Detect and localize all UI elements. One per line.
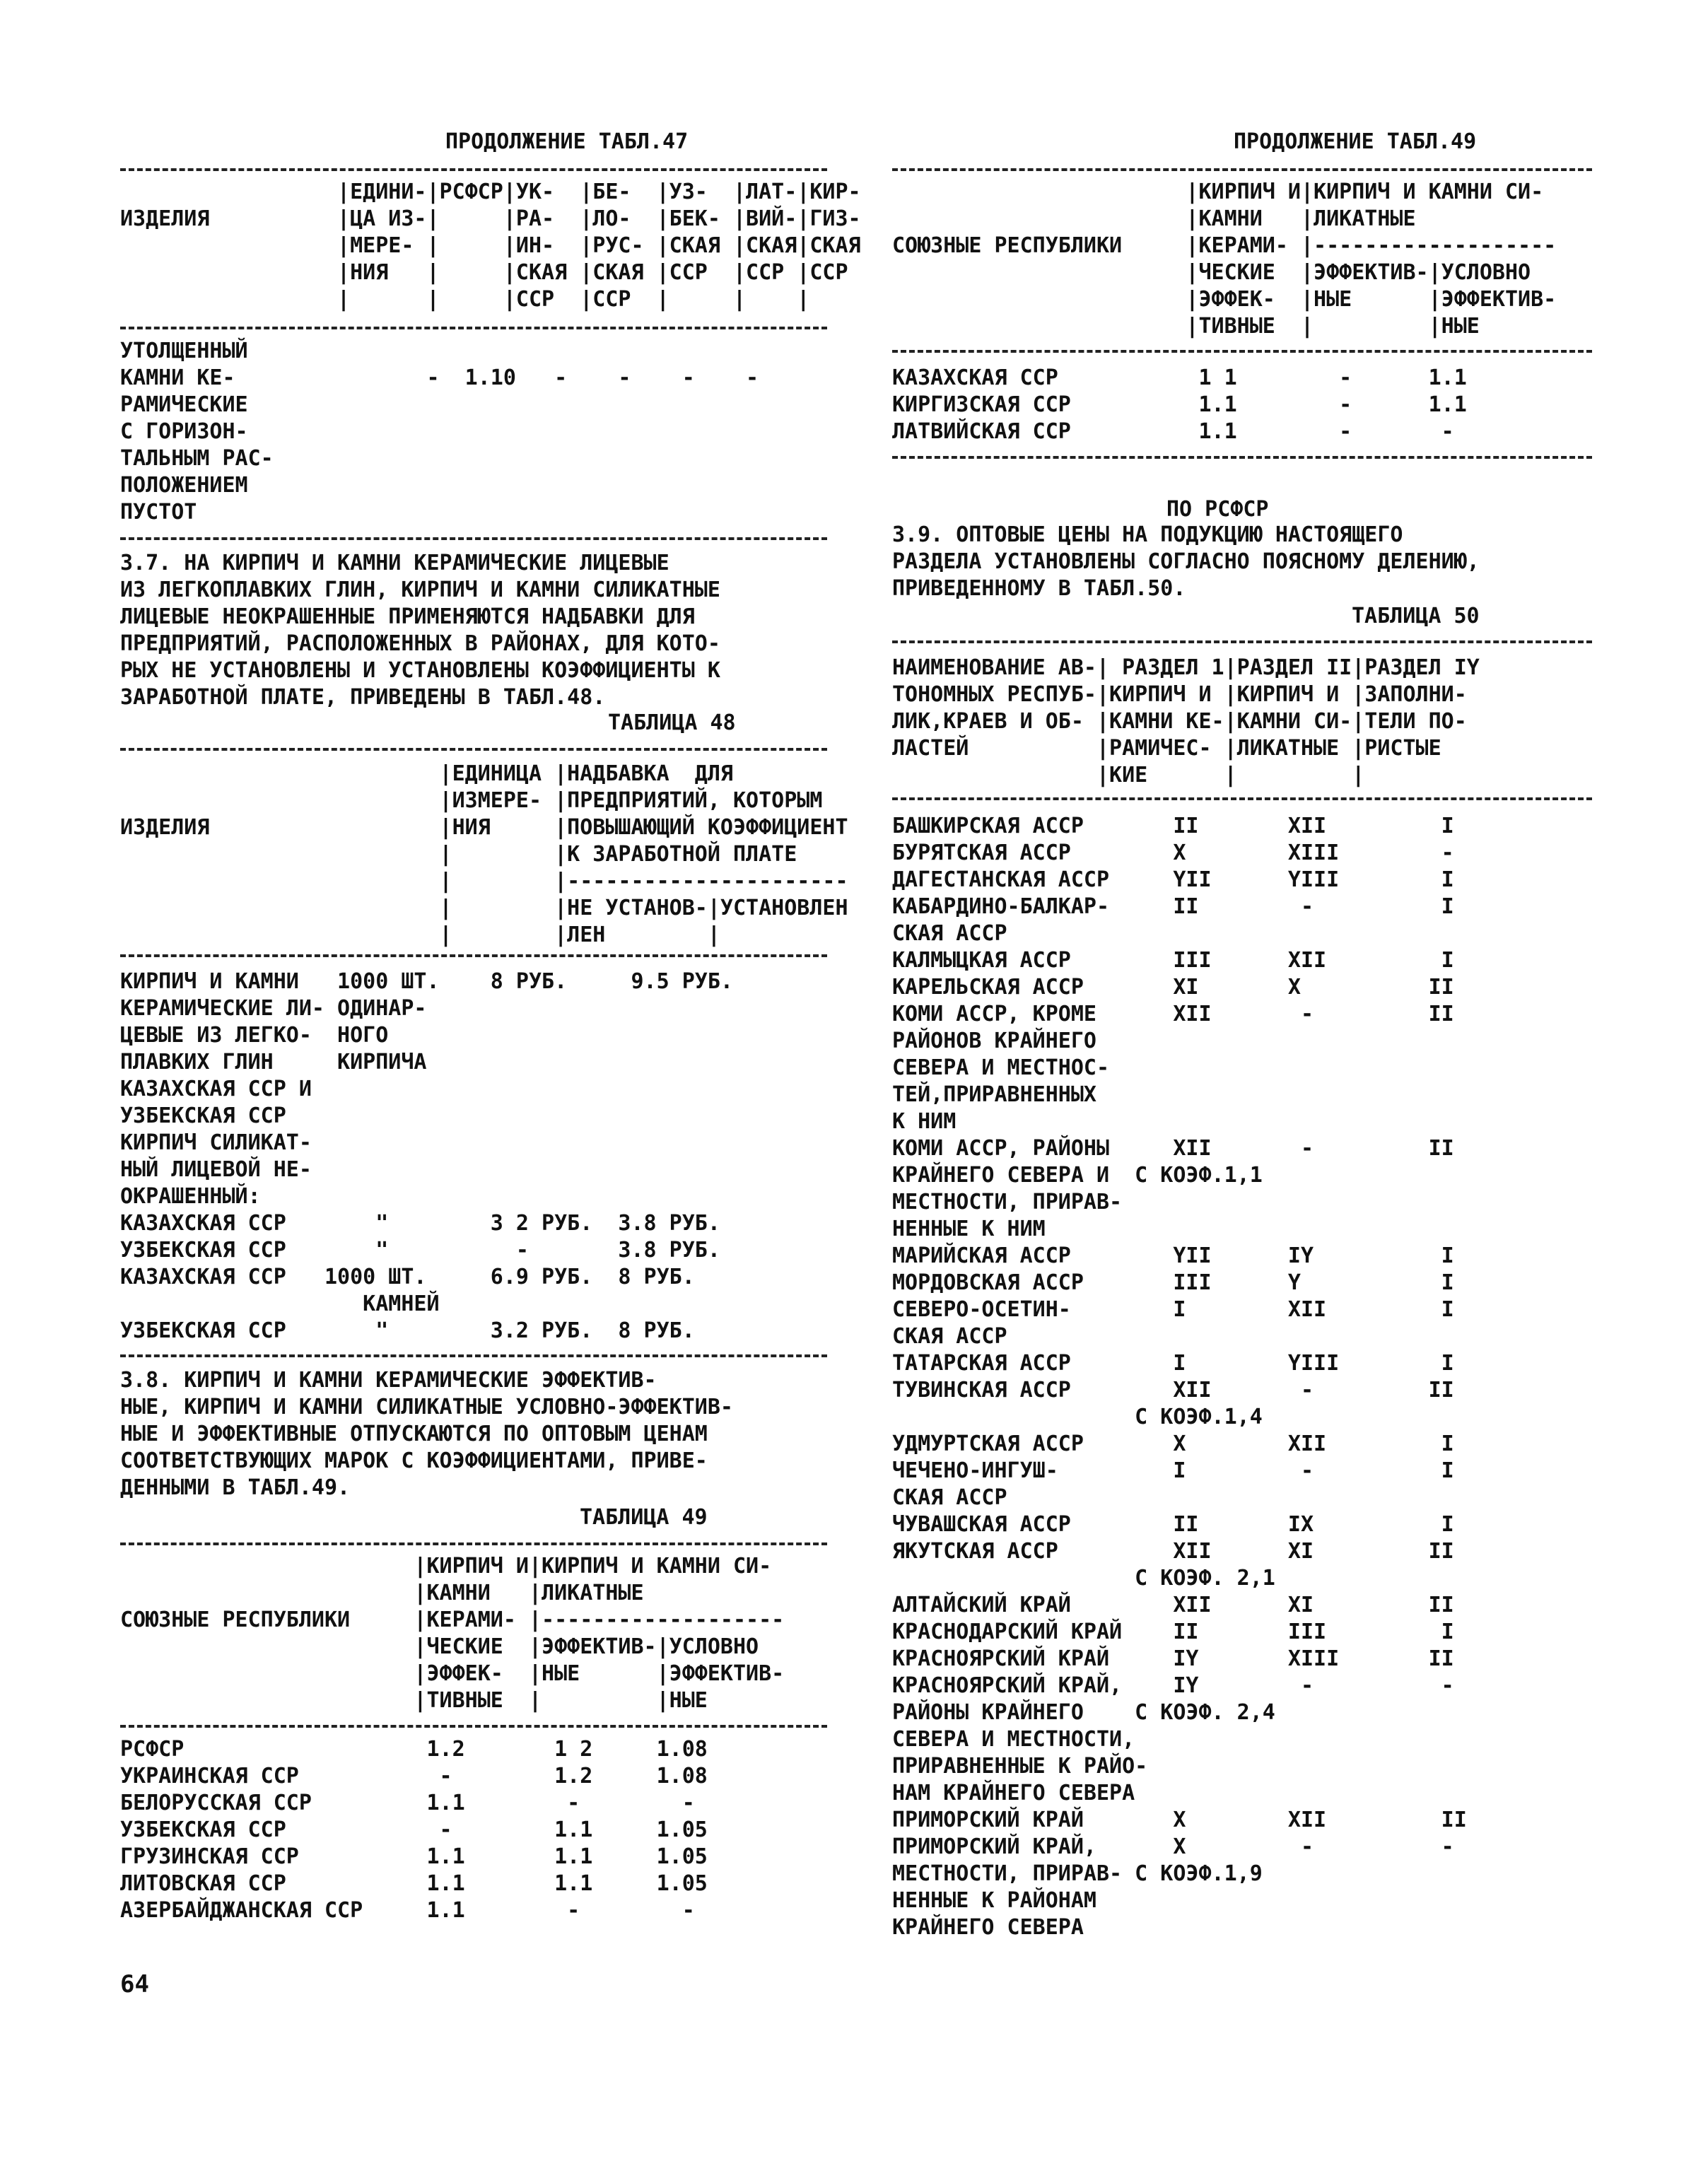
table-49-caption: ТАБЛИЦА 49 [580,1505,708,1530]
table-48-row: КЕРАМИЧЕСКИЕ ЛИ- ОДИНАР- [120,996,427,1021]
table-47-header-line: |НИЯ | |СКАЯ |СКАЯ |ССР |ССР |ССР [120,260,848,285]
table-50-row: МЕСТНОСТИ, ПРИРАВ- С КОЭФ.1,9 [892,1861,1263,1886]
table-49-row: УЗБЕКСКАЯ ССР - 1.1 1.05 [120,1817,708,1842]
table-50-row: ДАГЕСТАНСКАЯ АССР YII YIII I [892,867,1454,892]
table-47-continuation-heading: ПРОДОЛЖЕНИЕ ТАБЛ.47 [445,129,689,154]
table-49-cont-header-line: |КИРПИЧ И|КИРПИЧ И КАМНИ СИ- [892,180,1544,204]
table-48-header-line: | |НЕ УСТАНОВ-|УСТАНОВЛЕН [120,896,848,920]
table-49-header-rule [120,1725,827,1728]
table-48-row: КАМНЕЙ [120,1292,440,1316]
table-49-header-line: |ЭФФЕК- |НЫЕ |ЭФФЕКТИВ- [120,1661,785,1686]
table-50-header-line: НАИМЕНОВАНИЕ АВ-| РАЗДЕЛ 1|РАЗДЕЛ II|РАЗДЕЛ IY [892,655,1480,680]
table-49-cont-header-line: |ЭФФЕК- |НЫЕ |ЭФФЕКТИВ- [892,287,1557,312]
table-50-row: АЛТАЙСКИЙ КРАЙ XII XI II [892,1593,1454,1617]
paragraph-3-8-line: НЫЕ, КИРПИЧ И КАМНИ СИЛИКАТНЫЕ УСЛОВНО-ЭФФЕКТИВ- [120,1395,733,1419]
table-50-row: СКАЯ АССР [892,921,1007,946]
table-48-row: УЗБЕКСКАЯ ССР " 3.2 РУБ. 8 РУБ. [120,1318,695,1343]
table-47-row: КАМНИ КЕ- - 1.10 - - - - [120,365,759,390]
table-50-row: РАЙОНЫ КРАЙНЕГО С КОЭФ. 2,4 [892,1700,1275,1725]
table-48-header-line: ИЗДЕЛИЯ |НИЯ |ПОВЫШАЮЩИЙ КОЭФФИЦИЕНТ [120,815,848,840]
table-48-row: КАЗАХСКАЯ ССР И [120,1077,312,1101]
table-48-header-line: | |ЛЕН | [120,923,720,947]
table-50-row: ТЕЙ,ПРИРАВНЕННЫХ [892,1082,1096,1107]
table-50-row: СЕВЕРО-ОСЕТИН- I XII I [892,1297,1454,1322]
paragraph-3-8-line: 3.8. КИРПИЧ И КАМНИ КЕРАМИЧЕСКИЕ ЭФФЕКТИВ- [120,1368,657,1393]
table-49-row: АЗЕРБАЙДЖАНСКАЯ ССР 1.1 - - [120,1898,695,1923]
table-49-top-rule [120,1542,827,1545]
table-48-row: КАЗАХСКАЯ ССР 1000 ШТ. 6.9 РУБ. 8 РУБ. [120,1265,695,1289]
paragraph-3-9-line: 3.9. ОПТОВЫЕ ЦЕНЫ НА ПОДУКЦИЮ НАСТОЯЩЕГО [892,522,1403,547]
table-49-header-line: СОЮЗНЫЕ РЕСПУБЛИКИ |КЕРАМИ- |------------------- [120,1608,785,1632]
table-50-row: КРАСНОДАРСКИЙ КРАЙ II III I [892,1620,1454,1644]
table-47-header-line: | | |ССР |ССР | | | [120,287,810,312]
table-48-row: ОКРАШЕННЫЙ: [120,1184,261,1209]
table-48-header-line: | |---------------------- [120,869,848,894]
paragraph-3-7-line: ЗАРАБОТНОЙ ПЛАТЕ, ПРИВЕДЕНЫ В ТАБЛ.48. [120,685,606,710]
table-50-row: БУРЯТСКАЯ АССР X XIII - [892,841,1454,865]
table-48-caption: ТАБЛИЦА 48 [608,710,736,735]
table-47-row: ПУСТОТ [120,500,197,525]
table-49-cont-bottom-rule [892,456,1592,459]
table-49-cont-header-line: |КАМНИ |ЛИКАТНЫЕ [892,206,1416,231]
table-48-header-line: | |К ЗАРАБОТНОЙ ПЛАТЕ [120,842,797,867]
table-49-cont-row: КИРГИЗСКАЯ ССР 1.1 - 1.1 [892,392,1467,417]
table-48-row: КАЗАХСКАЯ ССР " 3 2 РУБ. 3.8 РУБ. [120,1211,720,1236]
table-50-row: МЕСТНОСТИ, ПРИРАВ- [892,1190,1123,1214]
table-50-row: СЕВЕРА И МЕСТНОС- [892,1055,1110,1080]
paragraph-3-8-line: ДЕННЫМИ В ТАБЛ.49. [120,1475,351,1500]
table-47-row: ТАЛЬНЫМ РАС- [120,446,274,471]
table-49-cont-header-line: |ТИВНЫЕ | |НЫЕ [892,314,1480,339]
table-49-cont-header-rule [892,350,1592,353]
page-number: 64 [120,1970,149,1998]
table-50-row: К НИМ [892,1109,957,1134]
table-50-header-line: ЛИК,КРАЕВ И ОБ- |КАМНИ КЕ-|КАМНИ СИ-|ТЕЛИ ПО- [892,709,1467,734]
paragraph-3-9-line: РАЗДЕЛА УСТАНОВЛЕНЫ СОГЛАСНО ПОЯСНОМУ ДЕЛЕНИЮ, [892,549,1480,574]
table-48-bottom-rule [120,1354,827,1357]
table-50-row: ПРИМОРСКИЙ КРАЙ, X - - [892,1834,1454,1859]
table-50-row: СКАЯ АССР [892,1485,1007,1510]
table-47-top-rule [120,168,827,171]
table-50-row: ПРИМОРСКИЙ КРАЙ X XII II [892,1808,1467,1832]
table-48-row: УЗБЕКСКАЯ ССР [120,1104,286,1128]
table-48-header-line: |ЕДИНИЦА |НАДБАВКА ДЛЯ [120,761,733,786]
paragraph-3-7-line: РЫХ НЕ УСТАНОВЛЕНЫ И УСТАНОВЛЕНЫ КОЭФФИЦИЕНТЫ К [120,658,720,683]
table-50-row: КАЛМЫЦКАЯ АССР III XII I [892,948,1454,973]
table-48-header-line: |ИЗМЕРЕ- |ПРЕДПРИЯТИЙ, КОТОРЫМ [120,788,823,813]
table-49-row: ГРУЗИНСКАЯ ССР 1.1 1.1 1.05 [120,1844,708,1869]
table-50-row: МАРИЙСКАЯ АССР YII IY I [892,1243,1454,1268]
table-48-top-rule [120,748,827,751]
table-50-row: МОРДОВСКАЯ АССР III Y I [892,1270,1454,1295]
table-49-row: БЕЛОРУССКАЯ ССР 1.1 - - [120,1791,695,1815]
table-49-cont-header-line: |ЧЕСКИЕ |ЭФФЕКТИВ-|УСЛОВНО [892,260,1531,285]
table-50-row: ЧЕЧЕНО-ИНГУШ- I - I [892,1458,1454,1483]
table-50-row: СКАЯ АССР [892,1324,1007,1349]
table-50-header-line: ЛАСТЕЙ |РАМИЧЕС- |ЛИКАТНЫЕ |РИСТЫЕ [892,736,1441,761]
table-50-row: БАШКИРСКАЯ АССР II XII I [892,814,1454,838]
paragraph-3-7-line: ЛИЦЕВЫЕ НЕОКРАШЕННЫЕ ПРИМЕНЯЮТСЯ НАДБАВКИ ДЛЯ [120,604,695,629]
table-50-row: КРАСНОЯРСКИЙ КРАЙ IY XIII II [892,1646,1454,1671]
paragraph-3-7-line: ИЗ ЛЕГКОПЛАВКИХ ГЛИН, КИРПИЧ И КАМНИ СИЛИКАТНЫЕ [120,578,720,602]
table-50-row: НЕННЫЕ К РАЙОНАМ [892,1888,1096,1913]
table-49-cont-header-line: СОЮЗНЫЕ РЕСПУБЛИКИ |КЕРАМИ- |------------------- [892,233,1557,258]
table-49-row: РСФСР 1.2 1 2 1.08 [120,1737,708,1762]
table-50-top-rule [892,640,1592,643]
table-48-row: ПЛАВКИХ ГЛИН КИРПИЧА [120,1050,427,1075]
table-49-cont-row: КАЗАХСКАЯ ССР 1 1 - 1.1 [892,365,1467,390]
table-48-row: УЗБЕКСКАЯ ССР " - 3.8 РУБ. [120,1238,720,1263]
table-47-header-rule [120,327,827,329]
table-50-header-rule [892,797,1592,800]
paragraph-3-7-line: ПРЕДПРИЯТИЙ, РАСПОЛОЖЕННЫХ В РАЙОНАХ, ДЛЯ КОТО- [120,631,720,656]
table-50-row: ТУВИНСКАЯ АССР XII - II [892,1378,1454,1403]
table-47-row: УТОЛЩЕННЫЙ [120,339,248,363]
table-49-header-line: |КАМНИ |ЛИКАТНЫЕ [120,1581,644,1605]
paragraph-3-8-line: НЫЕ И ЭФФЕКТИВНЫЕ ОТПУСКАЮТСЯ ПО ОПТОВЫМ ЦЕНАМ [120,1422,708,1446]
table-48-row: ЦЕВЫЕ ИЗ ЛЕГКО- НОГО [120,1023,389,1048]
table-49-cont-row: ЛАТВИЙСКАЯ ССР 1.1 - - [892,419,1454,444]
table-50-row: СЕВЕРА И МЕСТНОСТИ, [892,1727,1135,1752]
table-50-row: УДМУРТСКАЯ АССР X XII I [892,1432,1454,1456]
table-49-header-line: |КИРПИЧ И|КИРПИЧ И КАМНИ СИ- [120,1554,772,1579]
table-50-row: КОМИ АССР, РАЙОНЫ XII - II [892,1136,1454,1161]
table-50-row: ПРИРАВНЕННЫЕ К РАЙО- [892,1754,1148,1779]
paragraph-3-8-line: СООТВЕТСТВУЮЩИХ МАРОК С КОЭФФИЦИЕНТАМИ, ПРИВЕ- [120,1448,708,1473]
table-50-row: РАЙОНОВ КРАЙНЕГО [892,1029,1096,1053]
table-50-row: НАМ КРАЙНЕГО СЕВЕРА [892,1781,1135,1805]
table-47-header-line: |МЕРЕ- | |ИН- |РУС- |СКАЯ |СКАЯ|СКАЯ [120,233,861,258]
table-49-row: ЛИТОВСКАЯ ССР 1.1 1.1 1.05 [120,1871,708,1896]
table-47-bottom-rule [120,537,827,540]
table-50-row: КОМИ АССР, КРОМЕ XII - II [892,1002,1454,1026]
table-48-row: КИРПИЧ СИЛИКАТ- [120,1130,312,1155]
table-48-header-rule [120,954,827,957]
table-50-row: ЯКУТСКАЯ АССР XII XI II [892,1539,1454,1564]
table-49-row: УКРАИНСКАЯ ССР - 1.2 1.08 [120,1764,708,1789]
table-50-row: КАРЕЛЬСКАЯ АССР XI X II [892,975,1454,1000]
table-50-row: КРАЙНЕГО СЕВЕРА И С КОЭФ.1,1 [892,1163,1263,1188]
table-48-row: НЫЙ ЛИЦЕВОЙ НЕ- [120,1157,312,1182]
table-50-row: ТАТАРСКАЯ АССР I YIII I [892,1351,1454,1376]
table-47-header-line: ИЗДЕЛИЯ |ЦА ИЗ-| |РА- |ЛО- |БЕК- |ВИЙ-|ГИЗ- [120,206,861,231]
table-49-header-line: |ЧЕСКИЕ |ЭФФЕКТИВ-|УСЛОВНО [120,1634,759,1659]
table-47-row: С ГОРИЗОН- [120,419,248,444]
table-47-row: РАМИЧЕСКИЕ [120,392,248,417]
table-49-cont-top-rule [892,168,1592,171]
table-50-row: ЧУВАШСКАЯ АССР II IX I [892,1512,1454,1537]
table-50-row: КАБАРДИНО-БАЛКАР- II - I [892,894,1454,919]
table-50-row: НЕННЫЕ К НИМ [892,1217,1046,1241]
table-49-header-line: |ТИВНЫЕ | |НЫЕ [120,1688,708,1713]
table-47-row: ПОЛОЖЕНИЕМ [120,473,248,498]
table-50-caption: ТАБЛИЦА 50 [1352,604,1480,628]
table-50-row: КРАСНОЯРСКИЙ КРАЙ, IY - - [892,1673,1454,1698]
table-50-row: КРАЙНЕГО СЕВЕРА [892,1915,1084,1940]
table-49-continuation-heading: ПРОДОЛЖЕНИЕ ТАБЛ.49 [1234,129,1477,154]
table-50-row: С КОЭФ.1,4 [892,1405,1263,1429]
table-47-header-line: |ЕДИНИ-|РСФСР|УК- |БЕ- |УЗ- |ЛАТ-|КИР- [120,180,861,204]
table-48-row: КИРПИЧ И КАМНИ 1000 ШТ. 8 РУБ. 9.5 РУБ. [120,969,733,994]
table-50-row: С КОЭФ. 2,1 [892,1566,1275,1591]
rsfsr-subheading: ПО РСФСР [1166,497,1269,522]
table-50-header-line: |КИЕ | | [892,763,1365,788]
paragraph-3-9-line: ПРИВЕДЕННОМУ В ТАБЛ.50. [892,576,1186,601]
paragraph-3-7-line: 3.7. НА КИРПИЧ И КАМНИ КЕРАМИЧЕСКИЕ ЛИЦЕВЫЕ [120,551,669,575]
table-50-header-line: ТОНОМНЫХ РЕСПУБ-|КИРПИЧ И |КИРПИЧ И |ЗАПОЛНИ- [892,682,1467,707]
